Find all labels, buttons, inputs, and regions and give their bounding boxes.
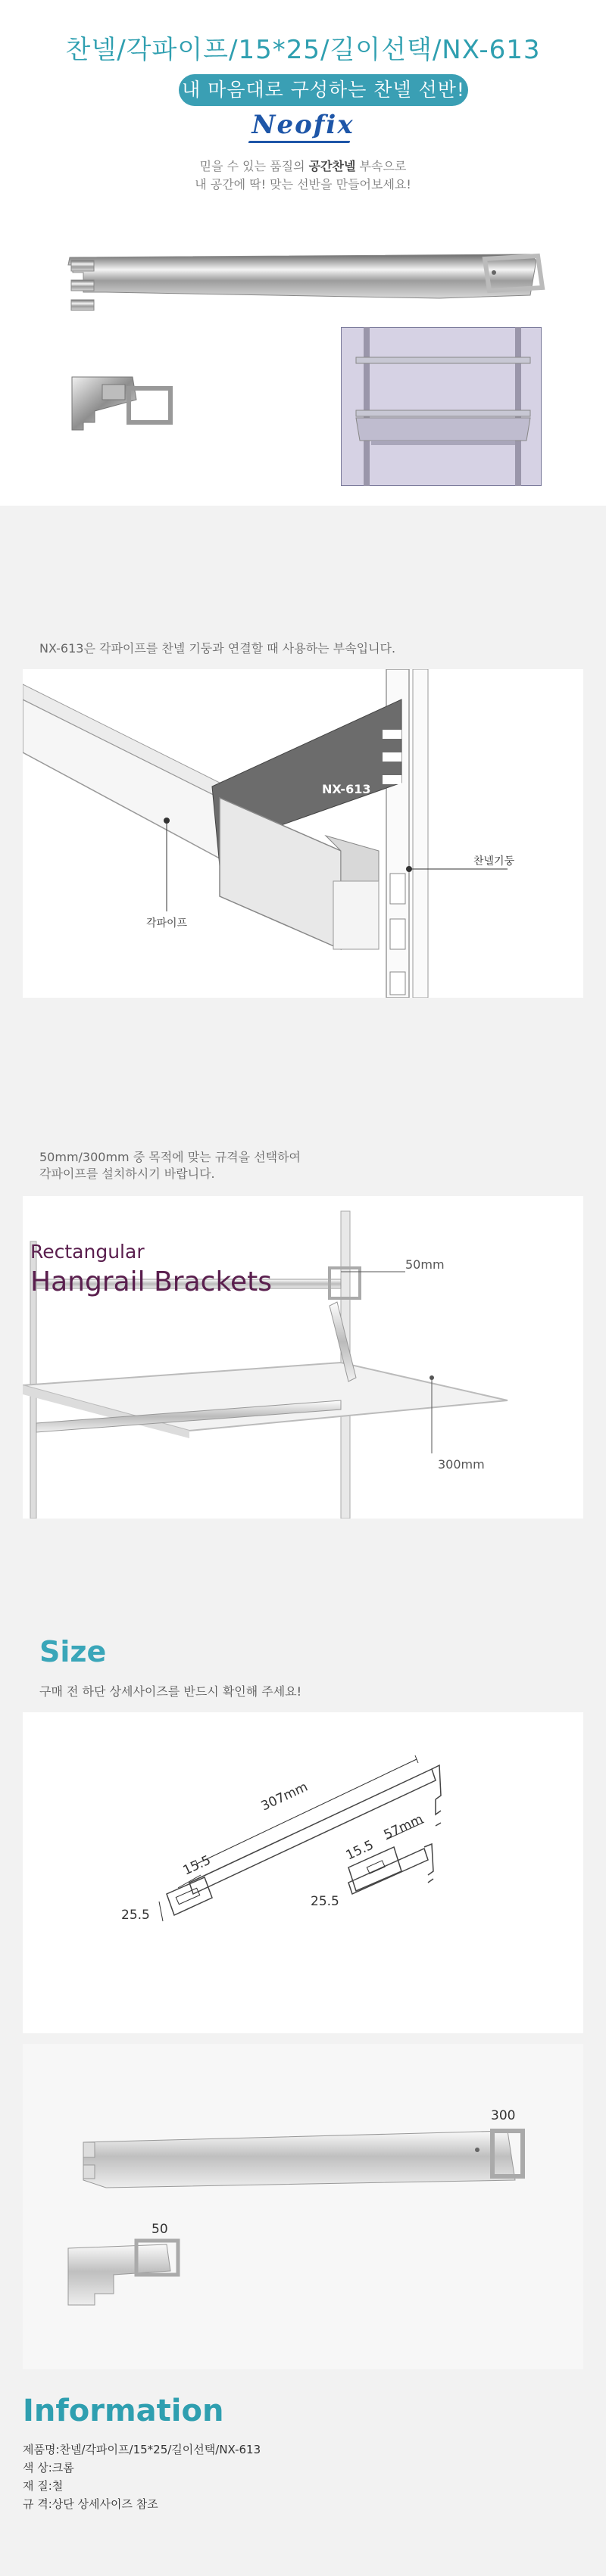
brand-logo: Neofix [251, 110, 355, 140]
dim-short-height: 25.5 [311, 1894, 339, 1909]
size-photo-panel [23, 2044, 583, 2369]
selection-description-line2: 각파이프를 설치하시기 바랍니다. [39, 1167, 215, 1181]
size-photo [23, 2044, 583, 2369]
dim-57: 57mm [381, 1811, 426, 1843]
selection-diagram [23, 1196, 583, 1519]
info-list [23, 2441, 261, 2513]
info-row-color: 색 상:크롬 [23, 2461, 74, 2475]
selection-diagram-panel [23, 1196, 583, 1519]
brand-underline [248, 141, 350, 143]
selection-description [39, 1149, 301, 1182]
info-heading: Information [23, 2394, 224, 2428]
usage-description: NX-613은 각파이프를 찬넬 기둥과 연결할 때 사용하는 부속입니다. [39, 641, 396, 656]
label-50mm: 50mm [405, 1257, 445, 1272]
info-row-spec: 규 격:상단 상세사이즈 참조 [23, 2497, 158, 2511]
product-title: 찬넬/각파이프/15*25/길이선택/NX-613 [65, 35, 541, 65]
tagline-line2: 내 공간에 딱! 맞는 선반을 만들어보세요! [195, 177, 411, 192]
tagline-line1: 믿을 수 있는 품질의 공간찬넬 부속으로 [199, 159, 407, 173]
pipe-label: 각파이프 [145, 917, 188, 930]
tagline [0, 157, 606, 194]
label-300mm: 300mm [438, 1457, 485, 1472]
info-row-material: 재 질:철 [23, 2479, 64, 2493]
overlay-title-line1: Rectangular [30, 1241, 145, 1263]
dim-long-width: 15.5 [180, 1852, 214, 1879]
size-diagram [23, 1712, 583, 2033]
info-row-name: 제품명:찬넬/각파이프/15*25/길이선택/NX-613 [23, 2443, 261, 2456]
size-subtitle: 구매 전 하단 상세사이즈를 반드시 확인해 주세요! [39, 1684, 302, 1699]
promo-pill: 내 마음대로 구성하는 찬넬 선반! [179, 74, 468, 106]
long-bracket-image [61, 242, 545, 326]
dim-307: 307mm [258, 1779, 311, 1814]
size-diagram-panel [23, 1712, 583, 2033]
installed-shelf-photo [341, 327, 542, 486]
channel-label: 찬넬기둥 [473, 855, 515, 867]
short-bracket-image [64, 369, 178, 445]
overlay-title-line2: Hangrail Brackets [30, 1266, 273, 1297]
bracket-label: NX-613 [322, 782, 371, 796]
usage-diagram [23, 669, 583, 998]
photo-label-300: 300 [491, 2108, 516, 2123]
dim-short-width: 15.5 [343, 1837, 376, 1864]
size-heading: Size [39, 1635, 107, 1668]
photo-label-50: 50 [152, 2222, 168, 2237]
usage-diagram-panel [23, 669, 583, 998]
dim-long-height: 25.5 [121, 1908, 150, 1923]
selection-description-line1: 50mm/300mm 중 목적에 맞는 규격을 선택하여 [39, 1150, 301, 1164]
